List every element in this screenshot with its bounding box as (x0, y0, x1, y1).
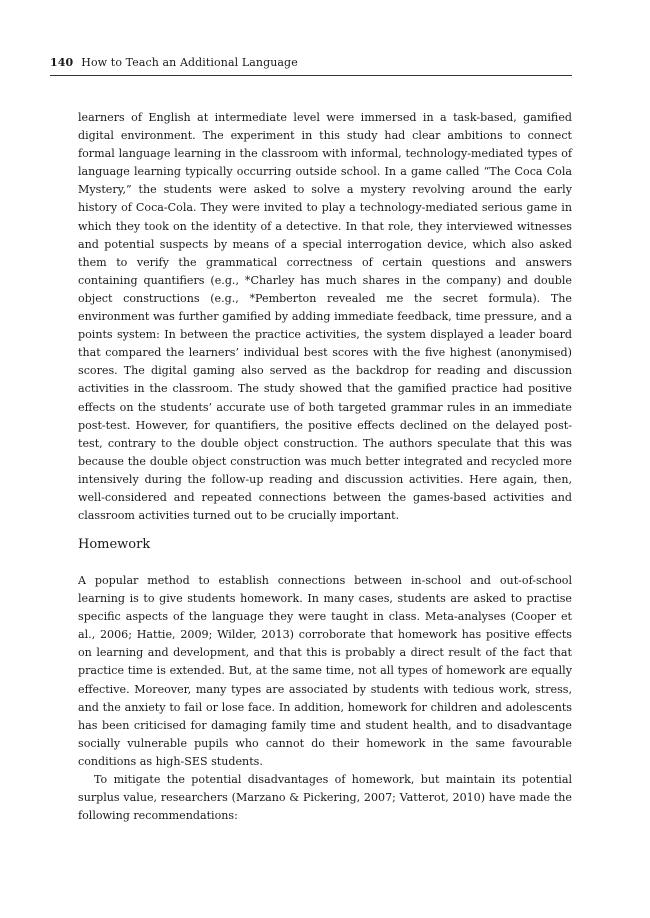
paragraph: A popular method to establish connections between in-school and out-of-school learning is to give students homework. In many cases, students are asked to practise specific aspects of the language they were taught in class. Meta-analyses (Cooper et al., 2006; Hattie, 2009; Wilder, 2013) corroborate that homework has positive effects on learning and development, and that this is probably a direct result of the fact that practice time is extended. But, at the same time, not all types of homework are equally effective. Moreover, many types are associated by students with tedious work, stress, and the anxiety to fail or lose face. In addition, homework for children and adolescents has been criticised for damaging family time and student health, and to disadvantage socially vulnerable pupils who cannot do their homework in the same favourable conditions as high-SES students. (78, 574, 572, 768)
header-rule (50, 75, 572, 76)
section-heading-homework: Homework (78, 537, 151, 552)
running-header (50, 56, 572, 70)
page-number: 140 (50, 56, 74, 69)
paragraph: To mitigate the potential disadvantages of homework, but maintain its potential surplus value, researchers (Marzano & Pickering, 2007; Vatterot, 2010) have made the following recommendations: (78, 773, 572, 823)
paragraph: learners of English at intermediate level were immersed in a task-based, gamified digital environment. The experiment in this study had clear ambitions to connect formal language learning in the classroom with informal, technology-mediated types of language learning typically occurring outside school. In a game called “The Coca Cola Mystery,” the students were asked to solve a mystery revolving around the early history of Coca-Cola. They were invited to play a technology-mediated serious game in which they took on the identity of a detective. In that role, they interviewed witnesses and potential suspects by means of a special interrogation device, which also asked them to verify the grammatical correctness of certain questions and answers containing quantifiers (e.g., *Charley has much shares in the company) and double object constructions (e.g., *Pemberton revealed me the secret formula). The environment was further gamified by adding immediate feedback, time pressure, and a points system: In between the practice activities, the system displayed a leader board that compared the learners’ individual best scores with the five highest (anonymised) scores. The digital gaming also served as the backdrop for reading and discussion activities in the classroom. The study showed that the gamified practice had positive effects on the students’ accurate use of both targeted grammar rules in an immediate post-test. However, for quantifiers, the positive effects declined on the delayed post-test, contrary to the double object construction. The authors speculate that this was because the double object construction was much better integrated and recycled more intensively during the follow-up reading and discussion activities. Here again, then, well-considered and repeated connections between the games-based activities and classroom activities turned out to be crucially important. (78, 111, 572, 523)
running-title: How to Teach an Additional Language (81, 56, 298, 69)
body-text-section-1 (78, 109, 572, 525)
body-text-section-2 (78, 572, 572, 825)
